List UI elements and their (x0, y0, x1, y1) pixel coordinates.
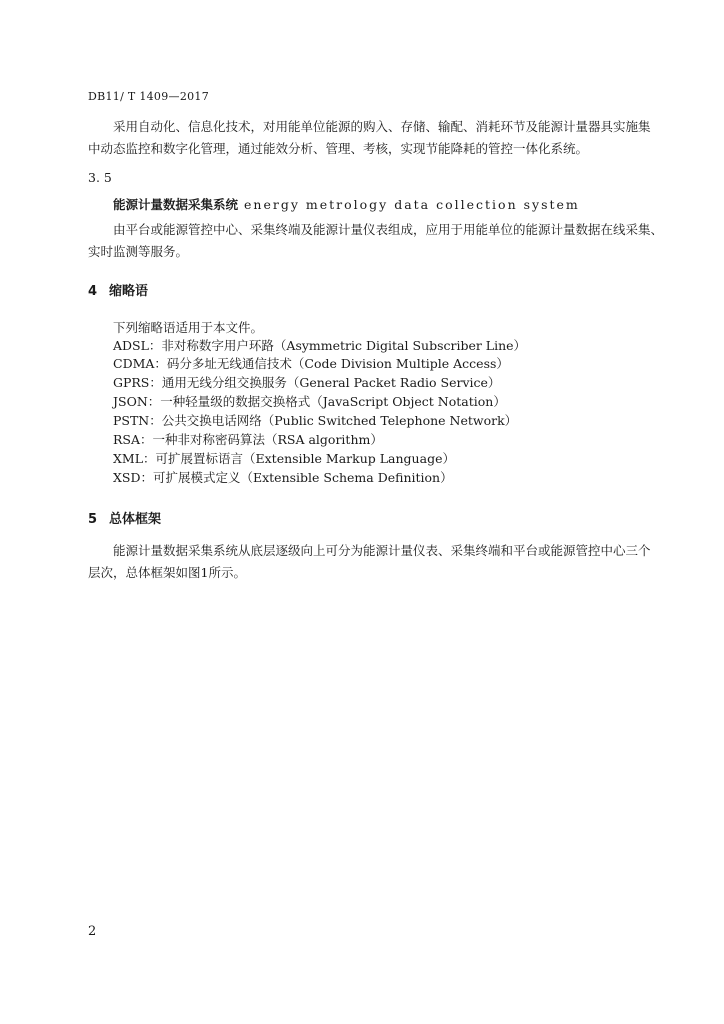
term-heading (113, 195, 580, 213)
term-english: energy metrology data collection system (244, 197, 580, 212)
framework-line-1: 能源计量数据采集系统从底层逐级向上可分为能源计量仪表、采集终端和平台或能源管控中心三个 (113, 543, 651, 558)
abbreviation-item: XML：可扩展置标语言（Extensible Markup Language） (113, 451, 455, 466)
abbreviation-item: RSA：一种非对称密码算法（RSA algorithm） (113, 432, 383, 447)
section-4-number: 4 (88, 284, 98, 299)
framework-paragraph (88, 540, 663, 584)
section-5-heading (88, 508, 161, 527)
abbreviation-item: PSTN：公共交换电话网络（Public Switched Telephone Network） (113, 413, 518, 428)
abbreviation-item: CDMA：码分多址无线通信技术（Code Division Multiple Access） (113, 356, 509, 371)
abbreviation-item: ADSL：非对称数字用户环路（Asymmetric Digital Subscriber Line） (113, 338, 527, 353)
section-4-heading (88, 280, 148, 299)
clause-number: 3. 5 (88, 170, 112, 185)
page-number: 2 (88, 924, 97, 939)
framework-line-2: 层次，总体框架如图1所示。 (88, 565, 246, 580)
term-definition (88, 219, 663, 263)
abbreviation-item: JSON：一种轻量级的数据交换格式（JavaScript Object Notation） (113, 394, 506, 409)
section-4-title: 缩略语 (109, 284, 149, 299)
abbreviation-item: GPRS：通用无线分组交换服务（General Packet Radio Service） (113, 375, 501, 390)
definition-line-1: 由平台或能源管控中心、采集终端及能源计量仪表组成，应用于用能单位的能源计量数据在线采集、 (113, 222, 664, 237)
section-5-title: 总体框架 (109, 512, 162, 527)
document-code-header: DB11/ T 1409—2017 (88, 90, 210, 103)
intro-line-2: 中动态监控和数字化管理，通过能效分析、管理、考核，实现节能降耗的管控一体化系统。 (88, 141, 589, 156)
abbreviations-intro: 下列缩略语适用于本文件。 (113, 320, 264, 335)
intro-line-1: 采用自动化、信息化技术，对用能单位能源的购入、存储、输配、消耗环节及能源计量器具实施集 (113, 119, 651, 134)
definition-line-2: 实时监测等服务。 (88, 244, 189, 259)
term-chinese: 能源计量数据采集系统 (113, 197, 239, 212)
intro-paragraph (88, 116, 663, 160)
abbreviation-item: XSD：可扩展模式定义（Extensible Schema Definition） (113, 470, 453, 485)
section-5-number: 5 (88, 512, 98, 527)
